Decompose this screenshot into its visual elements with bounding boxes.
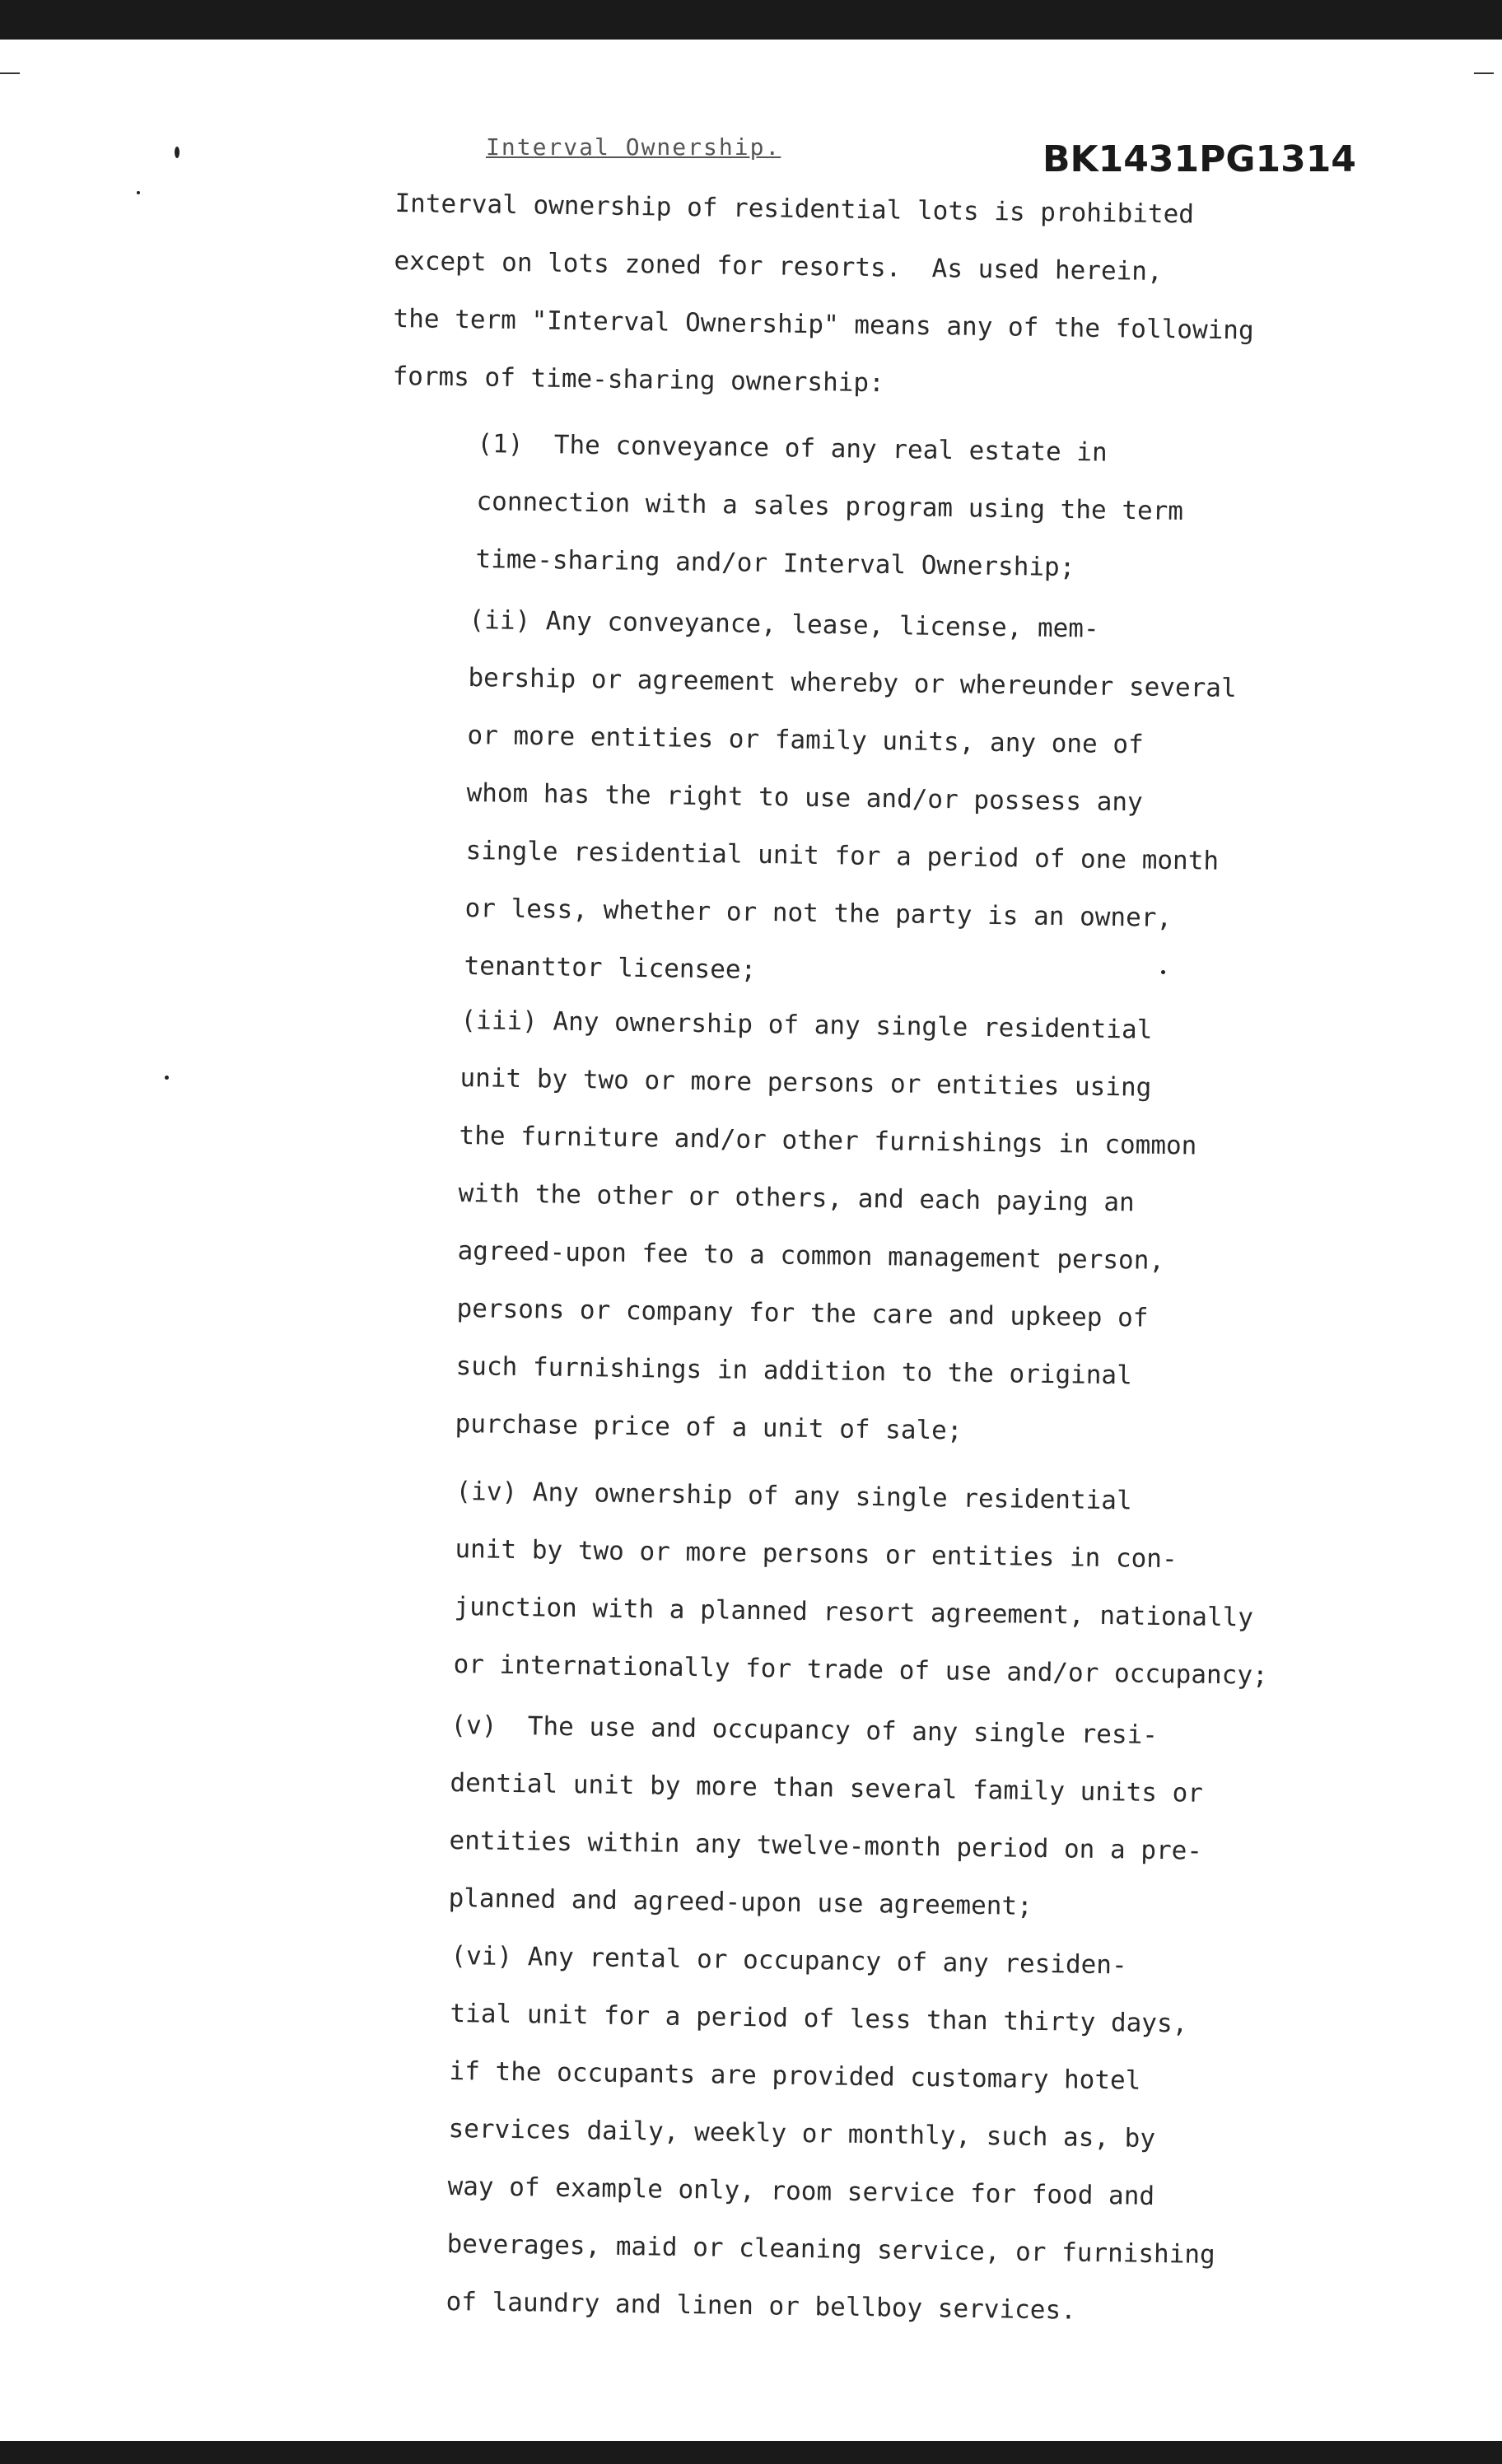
scan-margin-mark bbox=[0, 72, 20, 74]
scan-speck bbox=[165, 1076, 169, 1080]
scan-top-edge bbox=[0, 0, 1502, 40]
document-book-page-number: BK1431PG1314 bbox=[1043, 138, 1356, 180]
list-item-iv: (iv) Any ownership of any single residential unit by two or more persons or entities in con- junction with a planned resort agreement, nationally or internationally for trade of use and/or occupancy; bbox=[453, 1476, 1268, 1691]
section-heading: Interval Ownership. bbox=[486, 133, 781, 161]
list-item-iii: (iii) Any ownership of any single residential unit by two or more persons or entities using the furniture and/or other furnishings in common with the other or others, and each paying an agreed-upon fee to a common management person, persons or company for the care and upkeep of such furnishings in addition to the original purchase price of a unit of sale; bbox=[455, 1005, 1197, 1446]
list-item-i: (1) The conveyance of any real estate in connection with a sales program using the term time-sharing and/or Interval Ownership; bbox=[475, 428, 1184, 583]
scan-bottom-edge bbox=[0, 2441, 1502, 2464]
list-item-ii: (ii) Any conveyance, lease, license, mem- bership or agreement whereby or whereunder several or more entities or family units, any one of whom has the right to use and/or possess any single residential unit for a period of one month or less, whether or not the party is an owner, tenanttor licensee; bbox=[464, 604, 1237, 985]
list-item-vi: (vi) Any rental or occupancy of any residen- tial unit for a period of less than thirty days, if the occupants are provided customary hotel services daily, weekly or monthly, such as, by way of example only, room service for food and beverages, maid or cleaning service, or furnishing of laundry and linen or bellboy services. bbox=[445, 1940, 1215, 2326]
list-item-v: (v) The use and occupancy of any single resi- dential unit by more than several family units or entities within any twelve-month period on a pre- planned and agreed-upon use agreement; bbox=[448, 1710, 1204, 1921]
intro-paragraph: Interval ownership of residential lots is prohibited except on lots zoned for resorts. As used herein, the term "Interval Ownership" means any of the following forms of time-sharing ownership: bbox=[392, 188, 1254, 399]
scan-speck bbox=[137, 191, 140, 194]
scan-speck bbox=[175, 147, 180, 158]
scan-margin-mark bbox=[1474, 72, 1494, 74]
